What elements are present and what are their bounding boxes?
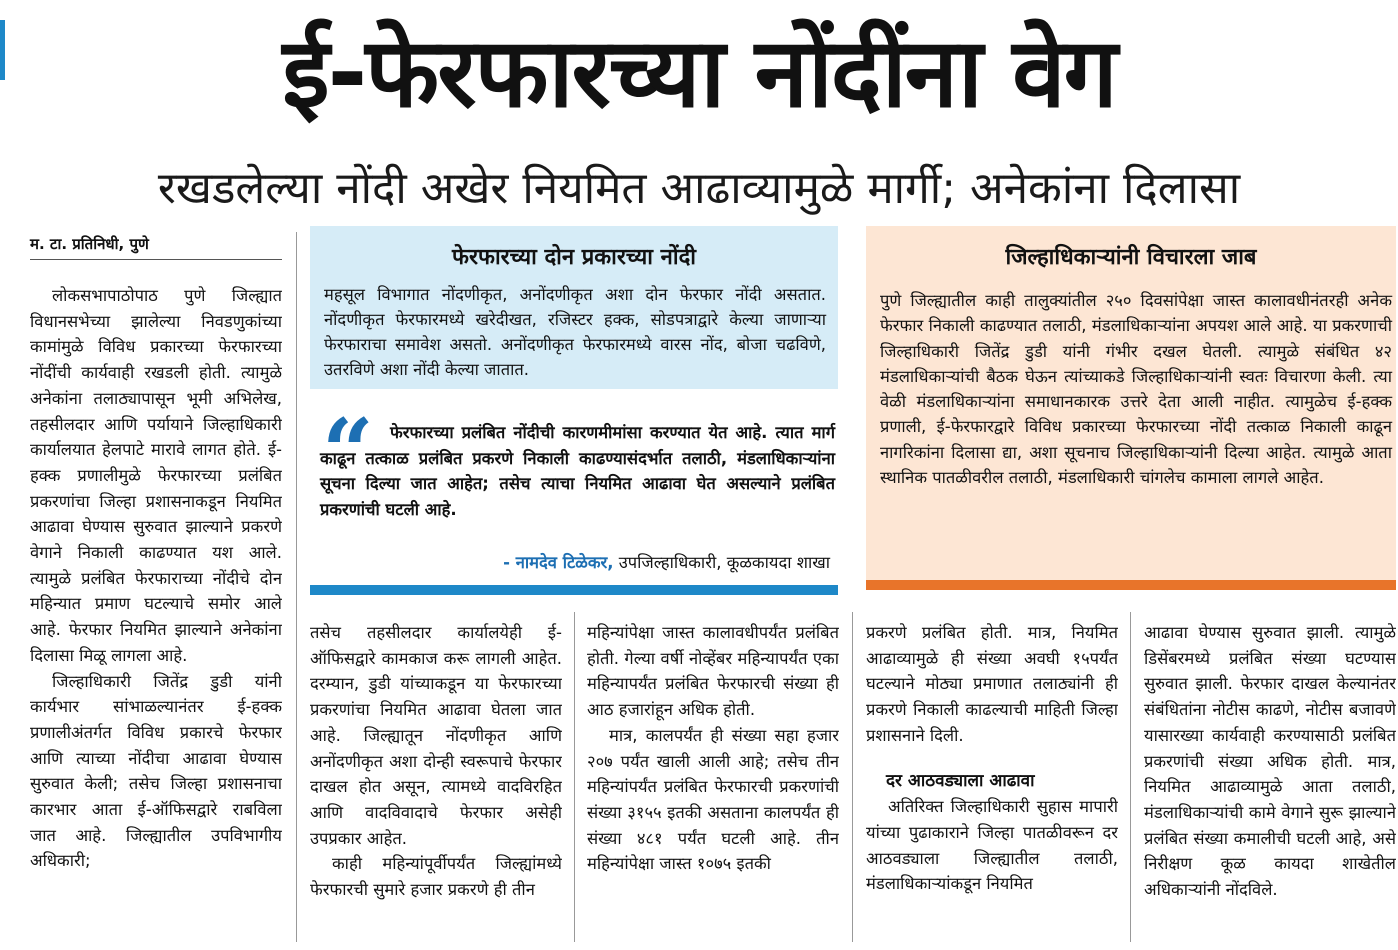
column-4-paragraph-1: प्रकरणे प्रलंबित होती. मात्र, नियमित आढाव्यामुळे ही संख्या अवघी १५पर्यंत घटल्याने मोठ्या प्रमाणात तलाठ्यांनी ही प्रकरणे निकाली काढल्याची माहिती जिल्हा प्रशासनाने दिली. [866, 623, 1118, 745]
pull-quote-attribution [320, 550, 830, 576]
article-column-1 [30, 283, 282, 938]
column-4-paragraph-2: अतिरिक्त जिल्हाधिकारी सुहास मापारी यांच्या पुढाकाराने जिल्हा पातळीवरून दर आठवड्याला जिल्ह्यातील तलाठी, मंडलाधिकाऱ्यांकडून नियमित [866, 797, 1118, 894]
article-column-3 [587, 620, 839, 940]
pull-quote-text: फेरफारच्या प्रलंबित नोंदीची कारणमीमांसा करण्यात येत आहे. त्यात मार्ग काढून तत्काळ प्रलंबित प्रकरणे निकाली काढण्यासंदर्भात तलाठी, मंडलाधिकाऱ्यांना सूचना दिल्या जात आहेत; तसेच त्याचा नियमित आढावा घेत असल्याने प्रलंबित प्रकरणांची घटली आहे. [320, 423, 835, 520]
sidebar-box-title: जिल्हाधिकाऱ्यांनी विचारला जाब [1005, 245, 1257, 270]
column-2-paragraph-2: काही महिन्यांपूर्वीपर्यंत जिल्ह्यांमध्ये फेरफारची सुमारे हजार प्रकरणे ही तीन [310, 854, 562, 900]
article-column-4 [866, 620, 1118, 940]
column-3-paragraph-1: महिन्यांपेक्षा जास्त कालावधीपर्यंत प्रलंबित होती. गेल्या वर्षी नोव्हेंबर महिन्यापर्यंत एका महिन्यापर्यंत प्रलंबित फेरफारची संख्या ही आठ हजारांहून अधिक होती. [587, 623, 839, 720]
pull-quote [320, 420, 835, 523]
column-1-paragraph-1: लोकसभापाठोपाठ पुणे जिल्ह्यात विधानसभेच्या झालेल्या निवडणुकांच्या कामांमुळे विविध प्रकारच्या फेरफारच्या नोंदींची कार्यवाही रखडली होती. त्यामुळे अनेकांना तलाठ्यापासून भूमी अभिलेख, तहसीलदार आणि पर्यायाने जिल्हाधिकारी कार्यालयात हेलपाटे मारावे लागत होते. ई-हक्क प्रणालीमुळे फेरफारच्या प्रलंबित प्रकरणांचा जिल्हा प्रशासनाकडून नियमित आढावा घेण्यास सुरुवात झाल्याने प्रकरणे वेगाने निकाली काढण्यात यश आले. त्यामुळे प्रलंबित फेरफाराच्या नोंदीचे दोन महिन्यात प्रमाण घटल्याचे समोर आले आहे. फेरफार नियमित झाल्याने अनेकांना दिलासा मिळू लागला आहे. [30, 286, 282, 665]
sidebar-box-body: महसूल विभागात नोंदणीकृत, अनोंदणीकृत अशा दोन फेरफार नोंदी असतात. नोंदणीकृत फेरफारमध्ये खरेदीखत, रजिस्टर हक्क, सोडपत्राद्वारे केल्या जाणाऱ्या फेरफाराचा समावेश असतो. अनोंदणीकृत फेरफारमध्ये वारस नोंद, बोजा चढविणे, उतरविणे अशा नोंदी केल्या जातात. [324, 285, 826, 379]
column-divider [574, 612, 575, 942]
headline: ई-फेरफारच्या नोंदींना वेग [282, 17, 1116, 129]
article-column-5 [1144, 620, 1396, 940]
collector-box-bottom-bar [866, 580, 1396, 590]
column-divider [852, 612, 853, 942]
byline: म. टा. प्रतिनिधी, पुणे [30, 233, 282, 260]
quote-bottom-bar [310, 585, 838, 595]
sidebar-box-two-types [310, 226, 838, 389]
column-3-paragraph-2: मात्र, कालपर्यंत ही संख्या सहा हजार २०७ पर्यंत खाली आली आहे; तसेच तीन महिन्यांपर्यंत प्रलंबित फेरफारची प्रकरणांची संख्या ३१५५ इतकी असताना कालपर्यंत ही संख्या ४८१ पर्यंत घटली आहे. तीन महिन्यांपेक्षा जास्त १०७५ इतकी [587, 725, 839, 874]
subheadline: रखडलेल्या नोंदी अखेर नियमित आढाव्यामुळे मार्गी; अनेकांना दिलासा [157, 163, 1241, 214]
quote-mark-icon: “ [322, 399, 374, 505]
article-column-2 [310, 620, 562, 940]
quote-author-name: - नामदेव टिळेकर, [503, 553, 614, 572]
column-4-subheading: दर आठवड्याला आढावा [886, 770, 1035, 791]
column-1-paragraph-2: जिल्हाधिकारी जितेंद्र डुडी यांनी कार्यभार सांभाळल्यानंतर ई-हक्क प्रणालीअंतर्गत विविध प्रकारचे फेरफार आणि त्याच्या नोंदीचा आढावा घेण्यास सुरुवात केली; तसेच जिल्हा प्रशासनाचा कारभार आता ई-ऑफिसद्वारे राबविला जात आहे. जिल्ह्यातील उपविभागीय अधिकारी; [30, 671, 282, 871]
column-divider [296, 232, 297, 942]
column-divider [1130, 612, 1131, 942]
sidebar-box-collector [866, 226, 1396, 582]
sidebar-box-body: पुणे जिल्ह्यातील काही तालुक्यांतील २५० दिवसांपेक्षा जास्त कालावधीनंतरही अनेक फेरफार निकाली काढण्यात तलाठी, मंडलाधिकाऱ्यांना अपयश आले आहे. या प्रकरणाची जिल्हाधिकारी जितेंद्र डुडी यांनी गंभीर दखल घेतली. त्यामुळे संबंधित ४२ मंडलाधिकाऱ्यांची बैठक घेऊन त्यांच्याकडे जिल्हाधिकाऱ्यांनी स्वतः विचारणा केली. त्या वेळी मंडलाधिकाऱ्यांना समाधानकारक उत्तरे देता आली नाहीत. त्यामुळेच ई-हक्क प्रणाली, ई-फेरफारद्वारे विविध प्रकारच्या फेरफारच्या नोंदी तत्काळ निकाली काढून नागरिकांना दिलासा द्या, अशा सूचनाच जिल्हाधिकाऱ्यांनी दिल्या आहेत. त्यामुळे आता स्थानिक पातळीवरील तलाठी, मंडलाधिकारी चांगलेच कामाला लागले आहेत. [880, 291, 1392, 488]
quote-author-role: उपजिल्हाधिकारी, कूळकायदा शाखा [613, 553, 830, 572]
column-2-paragraph-1: तसेच तहसीलदार कार्यालयेही ई-ऑफिसद्वारे कामकाज करू लागली आहेत. दरम्यान, डुडी यांच्याकडून या फेरफारच्या प्रकरणांचा नियमित आढावा घेतला जात आहे. जिल्ह्यातून नोंदणीकृत आणि अनोंदणीकृत अशा दोन्ही स्वरूपाचे फेरफार दाखल होत असून, त्यामध्ये वादविरहित आणि वादविवादाचे फेरफार असेही उपप्रकार आहेत. [310, 623, 562, 848]
sidebar-box-title: फेरफारच्या दोन प्रकारच्या नोंदी [452, 245, 696, 270]
column-5-paragraph-1: आढावा घेण्यास सुरुवात झाली. त्यामुळे डिसेंबरमध्ये प्रलंबित संख्या घटण्यास सुरुवात झाली. फेरफार दाखल केल्यानंतर संबंधितांना नोटीस काढणे, नोटीस बजावणे यासारख्या कार्यवाही करण्यासाठी प्रलंबित प्रकरणांची संख्या अधिक होती. मात्र, नियमित आढाव्यामुळे आता तलाठी, मंडलाधिकाऱ्यांची कामे वेगाने सुरू झाल्याने प्रलंबित संख्या कमालीची घटली आहे, असे निरीक्षण कूळ कायदा शाखेतील अधिकाऱ्यांनी नोंदविले. [1144, 623, 1396, 900]
